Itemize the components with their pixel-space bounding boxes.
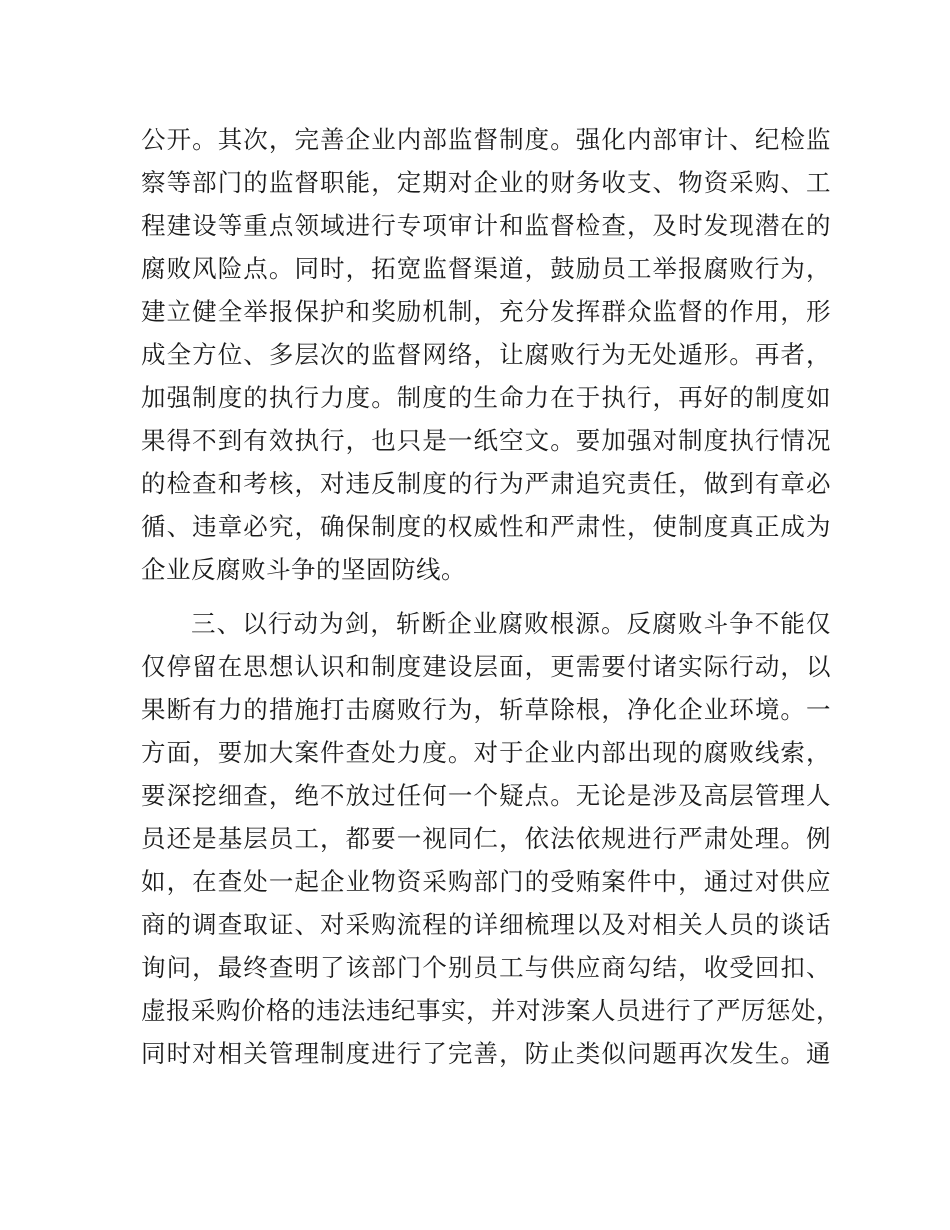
paragraph-line: 仅停留在思想认识和制度建设层面，更需要付诸实际行动，以 — [141, 652, 831, 681]
paragraph-line: 要深挖细查，绝不放过任何一个疑点。无论是涉及高层管理人 — [141, 781, 831, 810]
paragraph-line: 成全方位、多层次的监督网络，让腐败行为无处遁形。再者， — [141, 340, 831, 369]
paragraph-line: 果断有力的措施打击腐败行为，斩草除根，净化企业环境。一 — [141, 695, 831, 724]
paragraph-2 — [141, 602, 841, 1075]
paragraph-line: 企业反腐败斗争的坚固防线。 — [141, 555, 466, 584]
paragraph-line: 果得不到有效执行，也只是一纸空文。要加强对制度执行情况 — [141, 426, 831, 455]
paragraph-line: 程建设等重点领域进行专项审计和监督检查，及时发现潜在的 — [141, 211, 831, 240]
document-body — [141, 118, 841, 1075]
paragraph-line: 同时对相关管理制度进行了完善，防止类似问题再次发生。通 — [141, 1039, 831, 1068]
paragraph-line: 三、以行动为剑，斩断企业腐败根源。反腐败斗争不能仅 — [191, 609, 831, 638]
paragraph-line: 员还是基层员工，都要一视同仁，依法依规进行严肃处理。例 — [141, 824, 831, 853]
paragraph-spacer — [141, 591, 831, 602]
paragraph-line: 腐败风险点。同时，拓宽监督渠道，鼓励员工举报腐败行为， — [141, 254, 831, 283]
paragraph-line: 加强制度的执行力度。制度的生命力在于执行，再好的制度如 — [141, 383, 831, 412]
paragraph-line: 虚报采购价格的违法违纪事实，并对涉案人员进行了严厉惩处， — [141, 996, 841, 1025]
paragraph-line: 建立健全举报保护和奖励机制，充分发挥群众监督的作用，形 — [141, 297, 831, 326]
paragraph-line: 如，在查处一起企业物资采购部门的受贿案件中，通过对供应 — [141, 867, 831, 896]
paragraph-line: 循、违章必究，确保制度的权威性和严肃性，使制度真正成为 — [141, 512, 831, 541]
paragraph-line: 的检查和考核，对违反制度的行为严肃追究责任，做到有章必 — [141, 469, 831, 498]
paragraph-line: 公开。其次，完善企业内部监督制度。强化内部审计、纪检监 — [141, 125, 831, 154]
paragraph-line: 商的调查取证、对采购流程的详细梳理以及对相关人员的谈话 — [141, 910, 831, 939]
paragraph-line: 询问，最终查明了该部门个别员工与供应商勾结，收受回扣、 — [141, 953, 831, 982]
paragraph-1 — [141, 118, 831, 591]
paragraph-line: 方面，要加大案件查处力度。对于企业内部出现的腐败线索， — [141, 738, 831, 767]
paragraph-line: 察等部门的监督职能，定期对企业的财务收支、物资采购、工 — [141, 168, 831, 197]
